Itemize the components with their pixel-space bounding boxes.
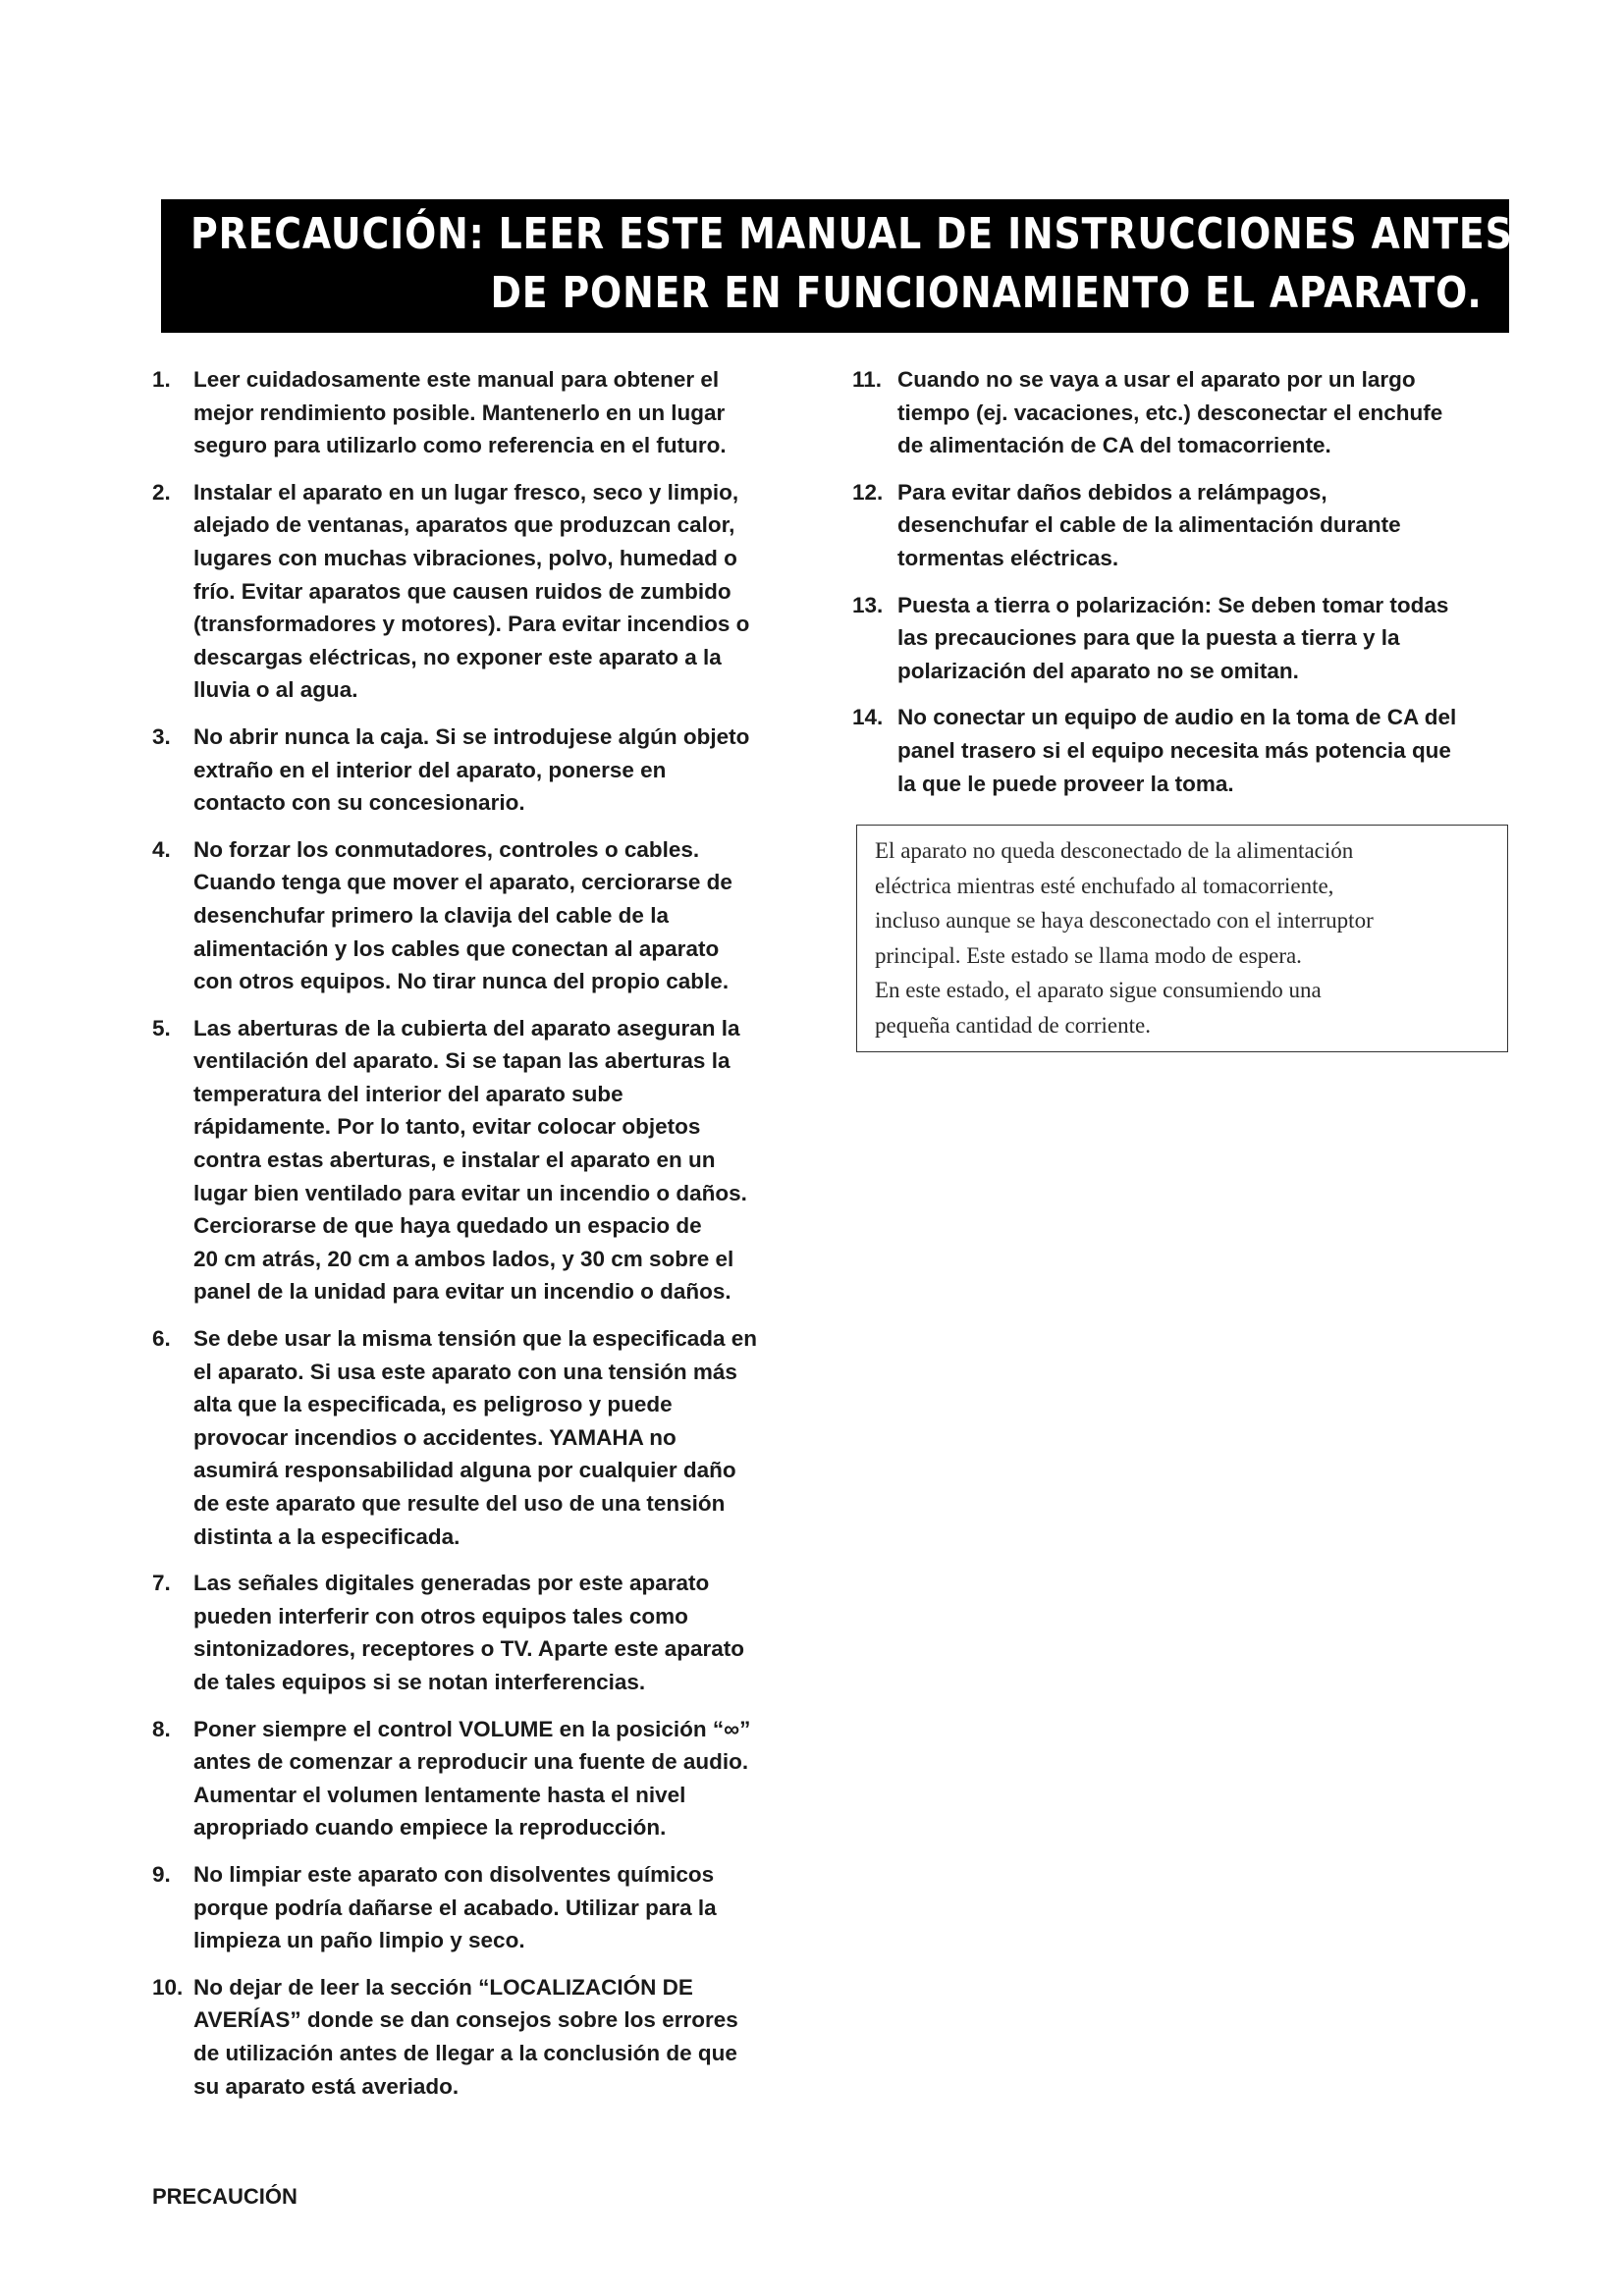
item-line: Poner siempre el control VOLUME en la posición “∞” [193, 1716, 751, 1741]
item-line: limpieza un paño limpio y seco. [193, 1928, 525, 1953]
item-number: 1. [152, 367, 171, 392]
item-line: la que le puede proveer la toma. [897, 771, 1234, 796]
item-line: Cuando tenga que mover el aparato, cerciorarse de [193, 870, 732, 895]
note-line: principal. Este estado se llama modo de espera. [875, 942, 1302, 968]
item-line: porque podría dañarse el acabado. Utilizar para la [193, 1895, 717, 1920]
item-line: tormentas eléctricas. [897, 545, 1119, 570]
item-text [897, 701, 1504, 800]
item-text [193, 476, 800, 707]
item-text [193, 363, 800, 462]
item-line: No limpiar este aparato con disolventes químicos [193, 1861, 715, 1887]
item-line: AVERÍAS” donde se dan consejos sobre los errores [193, 2007, 738, 2033]
item-number: 7. [152, 1571, 171, 1596]
left-column [152, 363, 800, 2116]
item-number: 8. [152, 1716, 171, 1741]
item-line: su aparato está averiado. [193, 2073, 460, 2099]
item-line: desenchufar primero la clavija del cable de la [193, 902, 669, 928]
item-line: desenchufar el cable de la alimentación durante [897, 512, 1401, 538]
item-line: alta que la especificada, es peligroso y puede [193, 1392, 673, 1417]
precaution-item-14 [852, 701, 1504, 800]
item-text [193, 1971, 800, 2103]
standby-note-box [856, 825, 1508, 1052]
item-line: frío. Evitar aparatos que causen ruidos de zumbido [193, 578, 731, 604]
item-line: lluvia o al agua. [193, 677, 358, 703]
caution-banner [161, 199, 1513, 333]
item-text [897, 363, 1504, 462]
item-number: 9. [152, 1861, 171, 1887]
precaution-item-3 [152, 721, 800, 820]
note-line: incluso aunque se haya desconectado con el interruptor [875, 908, 1374, 933]
note-line: En este estado, el aparato sigue consumiendo una [875, 978, 1322, 1002]
item-line: provocar incendios o accidentes. YAMAHA no [193, 1424, 677, 1450]
item-text [897, 476, 1504, 575]
item-line: polarización del aparato no se omitan. [897, 658, 1299, 683]
item-line: Leer cuidadosamente este manual para obtener el [193, 367, 720, 392]
item-line: extraño en el interior del aparato, ponerse en [193, 757, 667, 782]
item-line: las precauciones para que la puesta a tierra y la [897, 625, 1400, 651]
item-line: 20 cm atrás, 20 cm a ambos lados, y 30 cm sobre el [193, 1246, 734, 1271]
item-line: antes de comenzar a reproducir una fuente de audio. [193, 1749, 749, 1775]
precaution-item-8 [152, 1713, 800, 1844]
banner-title-line-2: DE PONER EN FUNCIONAMIENTO EL APARATO. [490, 268, 1483, 318]
item-text [193, 1858, 800, 1957]
item-text [193, 833, 800, 998]
item-line: Cerciorarse de que haya quedado un espacio de [193, 1213, 702, 1239]
precaution-item-9 [152, 1858, 800, 1957]
precaution-item-12 [852, 476, 1504, 575]
item-line: distinta a la especificada. [193, 1523, 460, 1549]
item-line: temperatura del interior del aparato sube [193, 1081, 623, 1106]
precaution-item-13 [852, 589, 1504, 688]
item-line: seguro para utilizarlo como referencia en el futuro. [193, 433, 727, 458]
item-number: 11. [852, 367, 883, 392]
item-number: 2. [152, 479, 171, 505]
item-line: de utilización antes de llegar a la conclusión de que [193, 2040, 737, 2065]
item-line: Las aberturas de la cubierta del aparato aseguran la [193, 1015, 740, 1041]
item-line: mejor rendimiento posible. Mantenerlo en un lugar [193, 400, 726, 425]
right-column [852, 363, 1504, 814]
item-line: Para evitar daños debidos a relámpagos, [897, 479, 1327, 505]
item-line: (transformadores y motores). Para evitar incendios o [193, 612, 750, 637]
item-line: rápidamente. Por lo tanto, evitar colocar objetos [193, 1114, 701, 1140]
item-line: con otros equipos. No tirar nunca del propio cable. [193, 969, 730, 994]
item-number: 3. [152, 723, 171, 749]
item-line: No dejar de leer la sección “LOCALIZACIÓN DE [193, 1974, 693, 2000]
item-line: lugar bien ventilado para evitar un incendio o daños. [193, 1180, 747, 1205]
item-line: ventilación del aparato. Si se tapan las aberturas la [193, 1048, 731, 1074]
item-line: de tales equipos si se notan interferencias. [193, 1669, 646, 1694]
precaution-item-10 [152, 1971, 800, 2103]
item-line: contacto con su concesionario. [193, 790, 525, 816]
item-line: apropriado cuando empiece la reproducción. [193, 1815, 667, 1841]
item-line: pueden interferir con otros equipos tales como [193, 1603, 688, 1629]
precaution-item-6 [152, 1322, 800, 1553]
item-line: alejado de ventanas, aparatos que produzcan calor, [193, 512, 735, 538]
item-line: panel trasero si el equipo necesita más potencia que [897, 737, 1451, 763]
item-line: No abrir nunca la caja. Si se introdujese algún objeto [193, 723, 750, 749]
item-line: panel de la unidad para evitar un incendio o daños. [193, 1279, 731, 1305]
banner-title-line-1: PRECAUCIÓN: LEER ESTE MANUAL DE INSTRUCCIONES ANTES [190, 209, 1513, 259]
precaution-item-2 [152, 476, 800, 707]
item-line: Las señales digitales generadas por este aparato [193, 1571, 710, 1596]
item-line: asumirá responsabilidad alguna por cualquier daño [193, 1458, 736, 1483]
item-text [897, 589, 1504, 688]
item-line: Cuando no se vaya a usar el aparato por un largo [897, 367, 1416, 392]
item-line: sintonizadores, receptores o TV. Aparte este aparato [193, 1636, 745, 1662]
note-line: eléctrica mientras esté enchufado al tomacorriente, [875, 873, 1334, 898]
item-number: 5. [152, 1015, 171, 1041]
item-line: el aparato. Si usa este aparato con una tensión más [193, 1359, 737, 1384]
item-text [193, 1713, 800, 1844]
item-text [193, 1567, 800, 1698]
note-line: pequeña cantidad de corriente. [875, 1012, 1151, 1038]
item-line: de alimentación de CA del tomacorriente. [897, 433, 1331, 458]
item-line: Puesta a tierra o polarización: Se deben tomar todas [897, 592, 1449, 617]
item-number: 13. [852, 592, 884, 617]
item-line: contra estas aberturas, e instalar el aparato en un [193, 1148, 716, 1173]
item-line: lugares con muchas vibraciones, polvo, humedad o [193, 545, 737, 570]
item-line: Se debe usar la misma tensión que la especificada en [193, 1326, 757, 1352]
precaution-item-1 [152, 363, 800, 462]
item-line: No conectar un equipo de audio en la toma de CA del [897, 705, 1457, 730]
precaution-item-11 [852, 363, 1504, 462]
item-text [193, 721, 800, 820]
item-number: 4. [152, 836, 171, 862]
item-number: 14. [852, 705, 884, 730]
item-line: Aumentar el volumen lentamente hasta el nivel [193, 1782, 686, 1807]
item-line: tiempo (ej. vacaciones, etc.) desconectar el enchufe [897, 400, 1443, 425]
item-number: 10. [152, 1974, 184, 2000]
precaution-item-7 [152, 1567, 800, 1698]
item-line: descargas eléctricas, no exponer este aparato a la [193, 644, 722, 669]
precaution-item-4 [152, 833, 800, 998]
item-number: 12. [852, 479, 884, 505]
item-text [193, 1322, 800, 1553]
page-footer-label: PRECAUCIÓN [152, 2184, 298, 2209]
item-number: 6. [152, 1326, 171, 1352]
item-line: Instalar el aparato en un lugar fresco, seco y limpio, [193, 479, 739, 505]
item-line: alimentación y los cables que conectan al aparato [193, 935, 720, 961]
item-line: No forzar los conmutadores, controles o cables. [193, 836, 700, 862]
note-line: El aparato no queda desconectado de la alimentación [875, 838, 1354, 863]
item-text [193, 1012, 800, 1308]
precaution-item-5 [152, 1012, 800, 1308]
item-line: de este aparato que resulte del uso de una tensión [193, 1491, 726, 1516]
